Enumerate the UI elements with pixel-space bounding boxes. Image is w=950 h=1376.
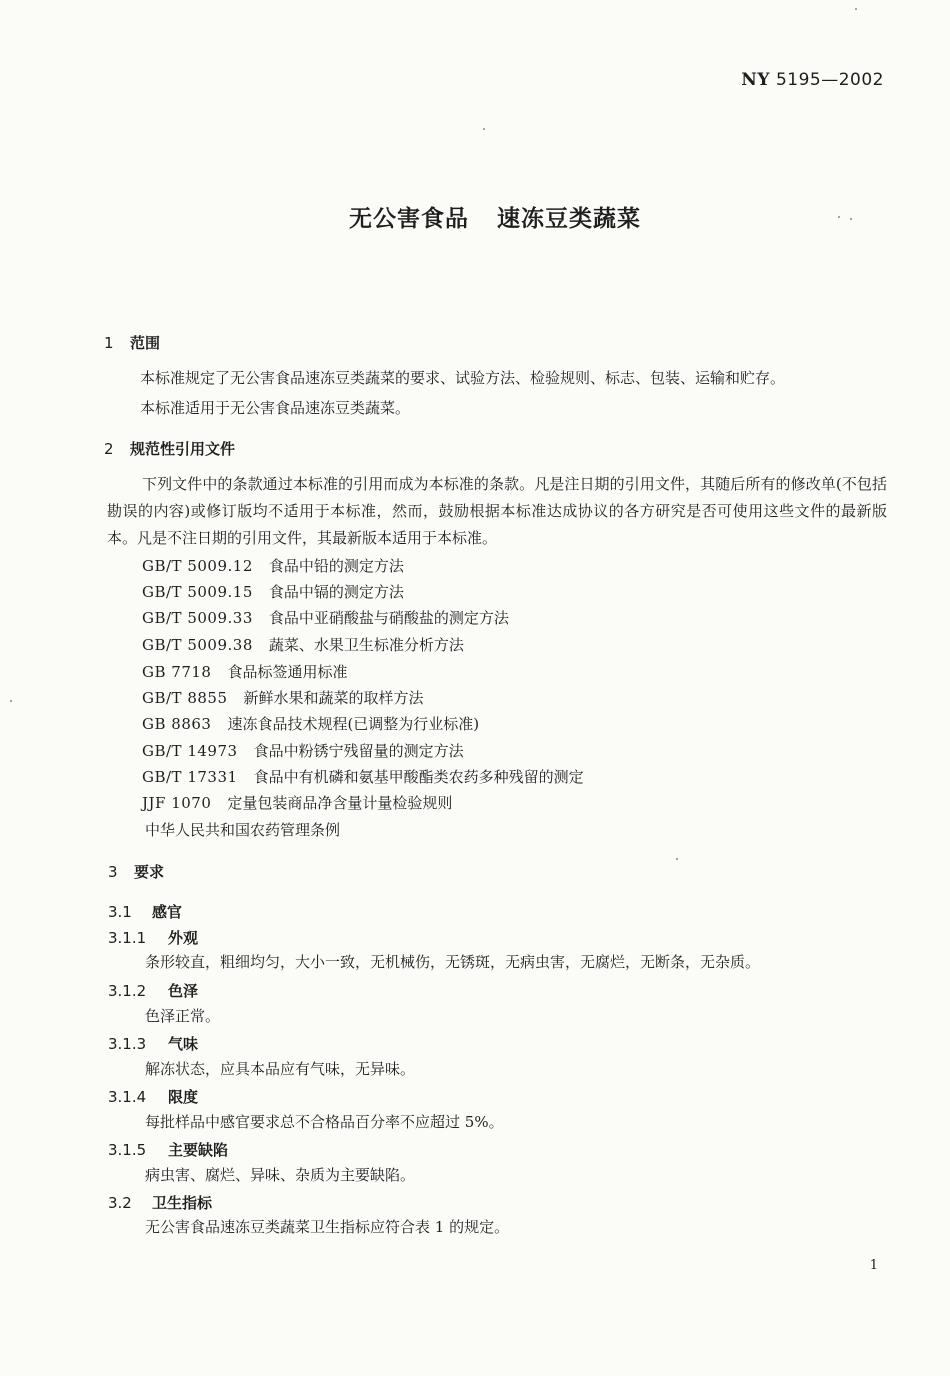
reference-title: 食品中粉锈宁残留量的测定方法 xyxy=(253,742,464,760)
reference-item xyxy=(142,581,404,602)
subsection-title: 主要缺陷 xyxy=(168,1141,229,1159)
section-title: 规范性引用文件 xyxy=(130,440,236,458)
reference-item xyxy=(145,819,340,840)
section-3-heading xyxy=(108,861,164,882)
title-part2: 速冻豆类蔬菜 xyxy=(497,206,641,232)
subsection-number: 3.2 xyxy=(108,1194,132,1212)
reference-item xyxy=(142,792,452,813)
reference-title: 新鲜水果和蔬菜的取样方法 xyxy=(243,689,424,707)
document-title xyxy=(0,200,950,233)
subsection-3-2-heading xyxy=(108,1192,212,1213)
section-title: 范围 xyxy=(130,334,161,352)
reference-title: 速冻食品技术规程(已调整为行业标准) xyxy=(227,715,480,733)
scan-speck xyxy=(676,858,678,860)
reference-code: GB 7718 xyxy=(142,663,212,681)
reference-code: GB 8863 xyxy=(142,715,212,733)
subsection-number: 3.1.2 xyxy=(108,982,147,1000)
subsection-3-1-1-text: 条形较直，粗细均匀，大小一致，无机械伤，无锈斑，无病虫害，无腐烂，无断条，无杂质。 xyxy=(145,953,761,971)
reference-item xyxy=(142,740,464,761)
reference-code: JJF 1070 xyxy=(142,794,212,812)
title-part1: 无公害食品 xyxy=(349,206,469,232)
reference-item xyxy=(142,555,404,576)
section-number: 3 xyxy=(108,863,118,881)
reference-item xyxy=(142,687,424,708)
section-1-paragraph-1: 本标准规定了无公害食品速冻豆类蔬菜的要求、试验方法、检验规则、标志、包装、运输和贮存。 xyxy=(140,369,786,387)
subsection-3-1-2-text: 色泽正常。 xyxy=(145,1007,221,1025)
section-1-paragraph-2: 本标准适用于无公害食品速冻豆类蔬菜。 xyxy=(140,399,411,417)
reference-item xyxy=(142,713,479,734)
scan-speck xyxy=(850,218,852,220)
subsection-3-1-5-heading xyxy=(108,1139,228,1160)
reference-code: GB/T 5009.12 xyxy=(142,557,253,575)
scan-speck xyxy=(855,8,857,10)
subsection-number: 3.1.1 xyxy=(108,929,147,947)
standard-prefix: NY xyxy=(741,70,770,90)
page-number: 1 xyxy=(869,1258,878,1273)
subsection-3-1-4-text: 每批样品中感官要求总不合格品百分率不应超过 5%。 xyxy=(145,1113,504,1131)
subsection-3-1-1-heading xyxy=(108,927,198,948)
section-number: 1 xyxy=(104,334,114,352)
subsection-3-2-text: 无公害食品速冻豆类蔬菜卫生指标应符合表 1 的规定。 xyxy=(145,1218,510,1236)
section-2-heading xyxy=(104,438,235,459)
subsection-title: 外观 xyxy=(168,929,199,947)
subsection-3-1-5-text: 病虫害、腐烂、异味、杂质为主要缺陷。 xyxy=(145,1166,416,1184)
standard-number xyxy=(741,70,884,90)
reference-item xyxy=(142,661,347,682)
subsection-number: 3.1 xyxy=(108,903,132,921)
reference-item xyxy=(142,766,584,787)
subsection-number: 3.1.5 xyxy=(108,1141,147,1159)
reference-title: 定量包装商品净含量计量检验规则 xyxy=(227,794,453,812)
subsection-3-1-3-heading xyxy=(108,1033,198,1054)
reference-title: 食品标签通用标准 xyxy=(227,663,348,681)
reference-code: GB/T 5009.15 xyxy=(142,583,253,601)
scan-speck xyxy=(10,700,12,702)
reference-title: 食品中铅的测定方法 xyxy=(268,557,404,575)
section-1-heading xyxy=(104,332,160,353)
scan-speck xyxy=(483,128,485,130)
subsection-title: 限度 xyxy=(168,1088,199,1106)
reference-code: GB/T 5009.38 xyxy=(142,636,253,654)
reference-title: 食品中亚硝酸盐与硝酸盐的测定方法 xyxy=(268,609,509,627)
subsection-number: 3.1.4 xyxy=(108,1088,147,1106)
subsection-3-1-2-heading xyxy=(108,980,198,1001)
subsection-title: 卫生指标 xyxy=(152,1194,213,1212)
reference-code: GB/T 8855 xyxy=(142,689,228,707)
reference-item xyxy=(142,634,464,655)
reference-title: 食品中有机磷和氨基甲酸酯类农药多种残留的测定 xyxy=(253,768,584,786)
section-title: 要求 xyxy=(134,863,165,881)
reference-code: GB/T 17331 xyxy=(142,768,238,786)
subsection-3-1-3-text: 解冻状态，应具本品应有气味，无异味。 xyxy=(145,1060,416,1078)
reference-item xyxy=(142,607,509,628)
subsection-title: 色泽 xyxy=(168,982,199,1000)
subsection-3-1-4-heading xyxy=(108,1086,198,1107)
subsection-title: 感官 xyxy=(152,903,183,921)
reference-code: GB/T 5009.33 xyxy=(142,609,253,627)
subsection-title: 气味 xyxy=(168,1035,199,1053)
reference-title: 蔬菜、水果卫生标准分析方法 xyxy=(268,636,464,654)
reference-code: GB/T 14973 xyxy=(142,742,238,760)
section-number: 2 xyxy=(104,440,114,458)
scan-speck xyxy=(838,216,840,218)
reference-title: 中华人民共和国农药管理条例 xyxy=(145,821,341,839)
section-2-intro: 下列文件中的条款通过本标准的引用而成为本标准的条款。凡是注日期的引用文件，其随后所有的修改单(不包括勘误的内容)或修订版均不适用于本标准，然而，鼓励根据本标准达成协议的各方研究是否可使用这些文件的最新版本。凡是不注日期的引用文件，其最新版本适用于本标准。 xyxy=(107,475,887,547)
subsection-number: 3.1.3 xyxy=(108,1035,147,1053)
reference-title: 食品中镉的测定方法 xyxy=(268,583,404,601)
subsection-3-1-heading xyxy=(108,901,182,922)
standard-number-text: 5195—2002 xyxy=(775,70,884,90)
